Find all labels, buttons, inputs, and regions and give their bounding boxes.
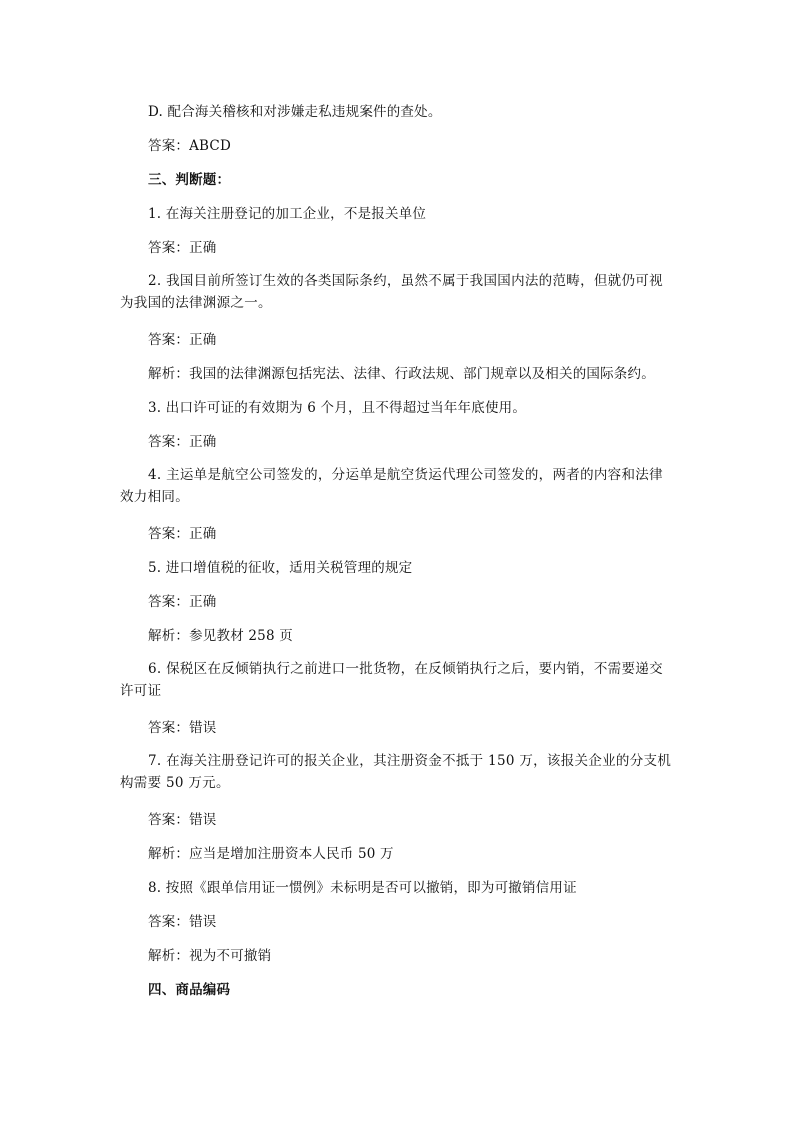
answer-1: 答案：正确 xyxy=(148,240,217,256)
explanation-5: 解析：参见教材 258 页 xyxy=(148,628,293,644)
question-6: 6. 保税区在反倾销执行之前进口一批货物，在反倾销执行之后，要内销，不需要递交许可证 xyxy=(120,661,663,699)
question-7: 7. 在海关注册登记许可的报关企业，其注册资金不抵于 150 万，该报关企业的分支机构需要 50 万元。 xyxy=(120,753,672,791)
question-3: 3. 出口许可证的有效期为 6 个月，且不得超过当年年底使用。 xyxy=(148,400,527,416)
answer-8: 答案：错误 xyxy=(148,914,217,930)
option-d-text: D. 配合海关稽核和对涉嫌走私违规案件的查处。 xyxy=(148,104,442,120)
question-4: 4. 主运单是航空公司签发的，分运单是航空货运代理公司签发的，两者的内容和法律效力相同。 xyxy=(120,467,663,505)
answer-2: 答案：正确 xyxy=(148,332,217,348)
explanation-2: 解析：我国的法律渊源包括宪法、法律、行政法规、部门规章以及相关的国际条约。 xyxy=(148,366,655,382)
answer-3: 答案：正确 xyxy=(148,434,217,450)
section-heading-true-false: 三、判断题： xyxy=(148,172,231,188)
answer-5: 答案：正确 xyxy=(148,594,217,610)
answer-4: 答案：正确 xyxy=(148,526,217,542)
question-2: 2. 我国目前所签订生效的各类国际条约，虽然不属于我国国内法的范畴，但就仍可视为我国的法律渊源之一。 xyxy=(120,273,663,311)
section-heading-commodity-code: 四、商品编码 xyxy=(148,982,231,998)
answer-text: 答案：ABCD xyxy=(148,138,231,154)
answer-7: 答案：错误 xyxy=(148,812,217,828)
answer-6: 答案：错误 xyxy=(148,720,217,736)
explanation-7: 解析：应当是增加注册资本人民币 50 万 xyxy=(148,846,394,862)
question-1: 1. 在海关注册登记的加工企业，不是报关单位 xyxy=(148,206,427,222)
question-8: 8. 按照《跟单信用证一惯例》未标明是否可以撤销，即为可撤销信用证 xyxy=(148,880,577,896)
explanation-8: 解析：视为不可撤销 xyxy=(148,948,272,964)
question-5: 5. 进口增值税的征收，适用关税管理的规定 xyxy=(148,560,413,576)
